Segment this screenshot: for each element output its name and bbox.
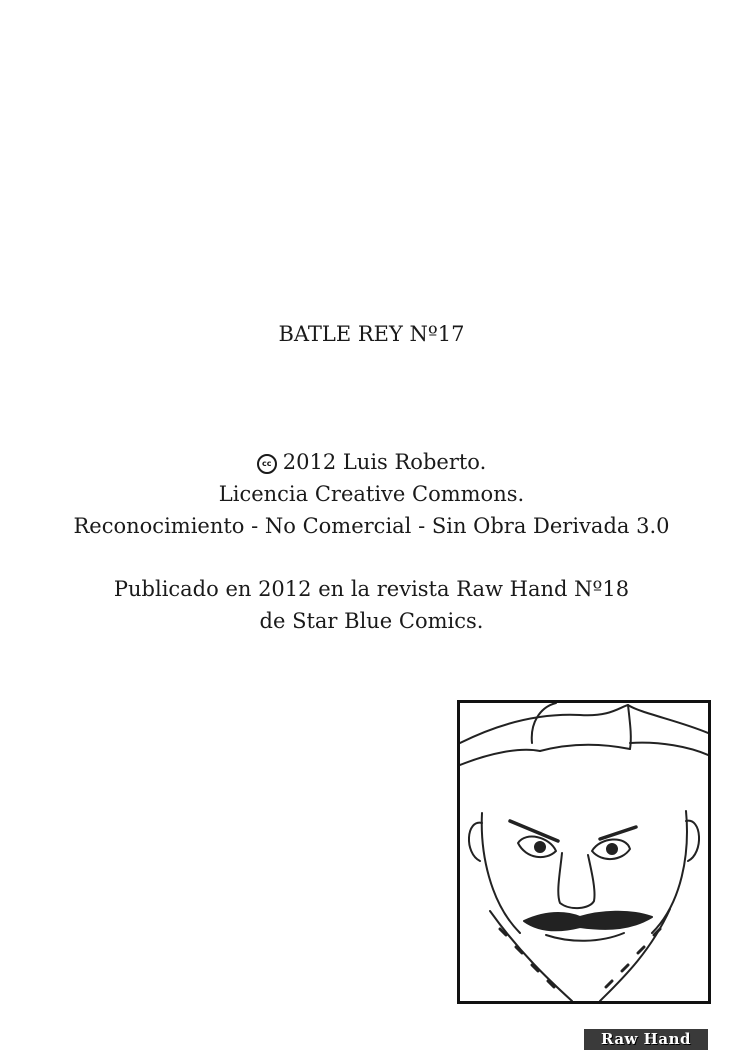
raw-hand-badge bbox=[584, 1029, 708, 1050]
cc-icon: cc bbox=[257, 454, 277, 474]
copyright-text: 2012 Luis Roberto. bbox=[282, 450, 487, 474]
license-terms: Reconocimiento - No Comercial - Sin Obra Derivada 3.0 bbox=[73, 514, 670, 538]
publication-line-2: de Star Blue Comics. bbox=[259, 609, 484, 633]
raw-hand-badge-label: Raw Hand bbox=[601, 1030, 691, 1048]
page-title: BATLE REY Nº17 bbox=[278, 322, 465, 346]
publication-line-1: Publicado en 2012 en la revista Raw Hand Nº18 bbox=[113, 577, 630, 601]
cowboy-face-illustration bbox=[460, 703, 708, 1001]
copyright-line bbox=[0, 449, 743, 475]
license-line: Licencia Creative Commons. bbox=[218, 482, 525, 506]
comic-panel bbox=[457, 700, 711, 1004]
